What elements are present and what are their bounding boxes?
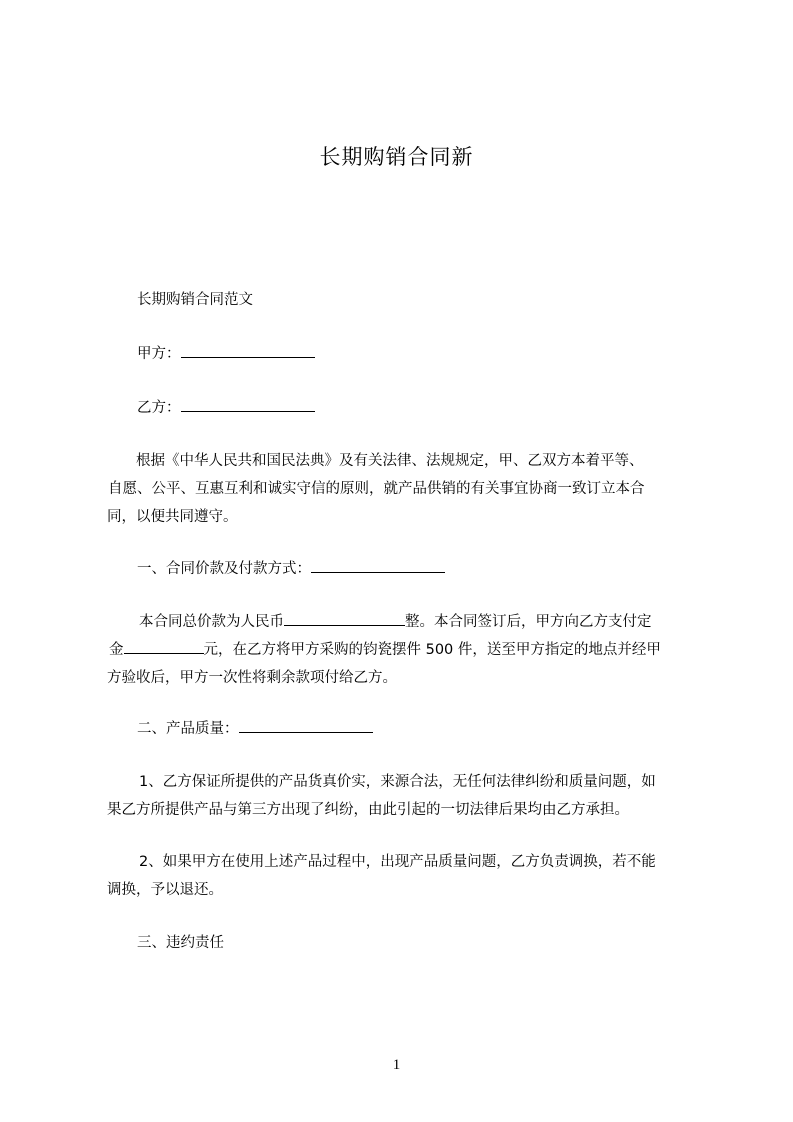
section1-para-line-2b: 元，在乙方将甲方采购的钧瓷摆件 500 件，送至甲方指定的地点并经甲 — [203, 642, 661, 658]
deposit-blank — [124, 639, 204, 654]
section1-para-line-2a: 金 — [109, 642, 124, 658]
section2-item1-line-1: 1、乙方保证所提供的产品货真价实，来源合法，无任何法律纠纷和质量问题，如 — [139, 774, 656, 790]
document-subtitle: 长期购销合同范文 — [137, 292, 253, 308]
section1-para-line-1 — [139, 611, 739, 634]
section2-item2-line-1: 2、如果甲方在使用上述产品过程中，出现产品质量问题，乙方负责调换，若不能 — [139, 854, 656, 870]
section1-heading-blank — [311, 558, 445, 573]
section3-heading: 三、违约责任 — [137, 935, 224, 951]
page-title: 长期购销合同新 — [319, 145, 474, 169]
preamble-line-3: 同，以便共同遵守。 — [107, 509, 238, 525]
section2-heading-line — [107, 718, 737, 741]
section2-item2-line-2: 调换，予以退还。 — [107, 882, 223, 898]
section2-item1-line-2: 果乙方所提供产品与第三方出现了纠纷，由此引起的一切法律后果均由乙方承担。 — [107, 802, 629, 818]
section2-heading-blank — [239, 718, 373, 733]
page-number: 1 — [392, 1057, 401, 1073]
section1-para-line-1b: 整。本合同签订后，甲方向乙方支付定 — [405, 614, 652, 630]
party-b-blank — [181, 397, 315, 412]
total-price-blank — [284, 611, 405, 626]
party-a-label: 甲方： — [137, 346, 181, 362]
party-b-label: 乙方： — [137, 400, 181, 416]
section1-heading: 一、合同价款及付款方式： — [137, 561, 311, 577]
section1-para-line-3: 方验收后，甲方一次性将剩余款项付给乙方。 — [107, 670, 397, 686]
preamble-line-2: 自愿、公平、互惠互利和诚实守信的原则，就产品供销的有关事宜协商一致订立本合 — [108, 481, 645, 497]
section1-para-line-1a: 本合同总价款为人民币 — [139, 614, 284, 630]
section1-heading-line — [107, 558, 737, 581]
section1-para-line-2 — [109, 639, 709, 662]
party-a-line — [107, 343, 737, 366]
party-a-blank — [181, 343, 315, 358]
preamble-line-1: 根据《中华人民共和国民法典》及有关法律、法规规定，甲、乙双方本着平等、 — [136, 453, 644, 469]
party-b-line — [107, 397, 737, 420]
section2-heading: 二、产品质量： — [137, 721, 239, 737]
